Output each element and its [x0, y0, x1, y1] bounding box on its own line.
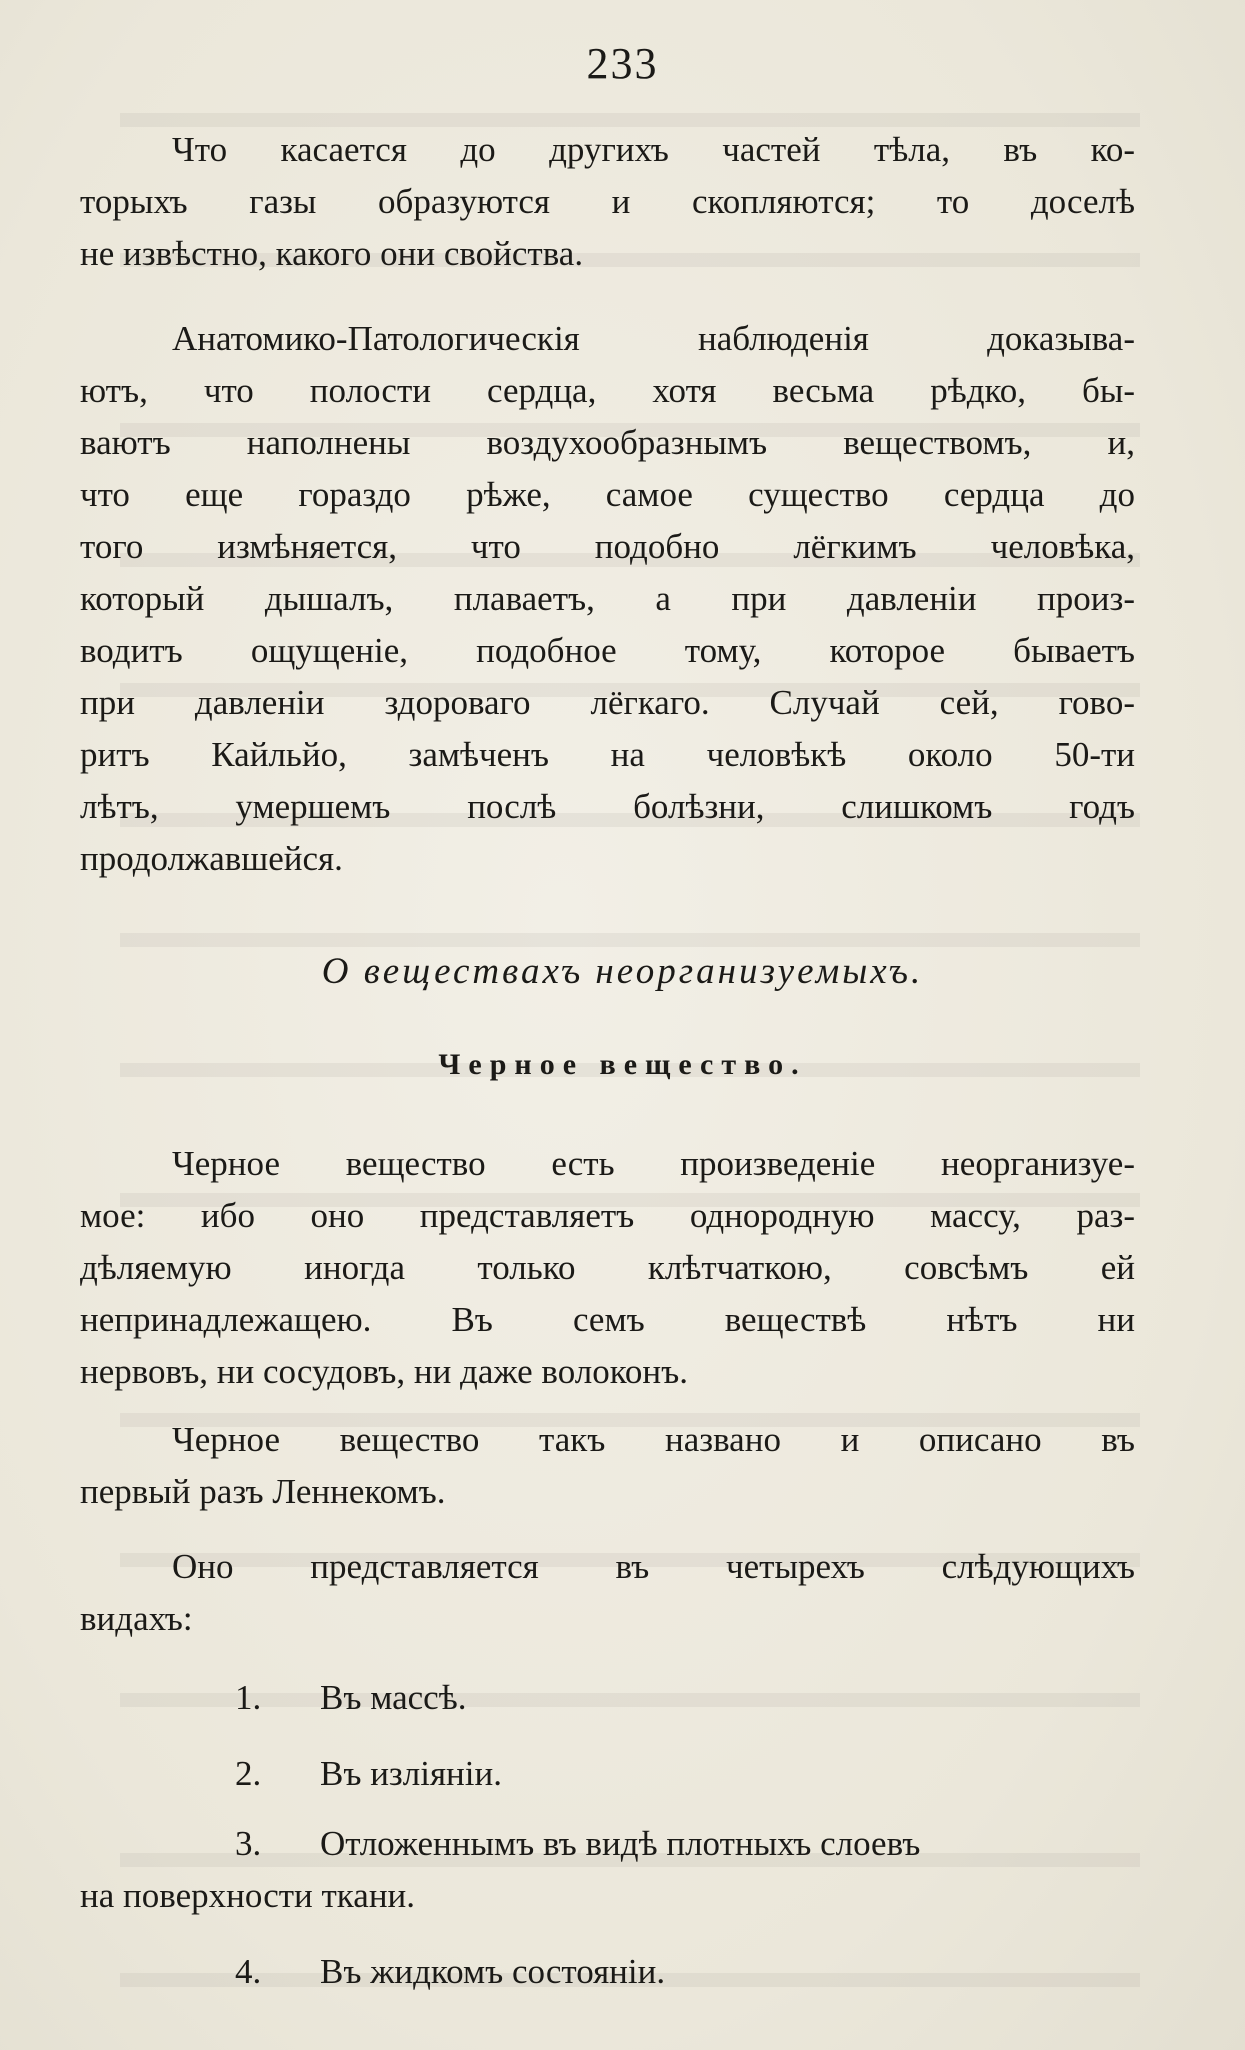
text-line: нервовъ, ни сосудовъ, ни даже волоконъ. — [80, 1352, 689, 1391]
text-line: дѣляемую иногда только клѣтчаткою, совсѣмъ ей — [80, 1248, 1135, 1287]
text-line: что еще гораздо рѣже, самое существо сердца до — [80, 475, 1135, 514]
list-text: Въ массѣ. — [320, 1678, 467, 1717]
text-line: первый разъ Леннекомъ. — [80, 1472, 446, 1511]
list-number: 2. — [235, 1754, 262, 1793]
list-item — [80, 1748, 1135, 1800]
paragraph — [80, 1414, 1135, 1518]
text-line: при давленіи здороваго лёгкаго. Случай сей, гово- — [80, 683, 1135, 722]
text-line: продолжавшейся. — [80, 839, 343, 878]
list-item — [80, 1672, 1135, 1724]
list-number: 3. — [235, 1824, 262, 1863]
text-line: который дышалъ, плаваетъ, а при давленіи произ- — [80, 579, 1135, 618]
text-line: мое: ибо оно представляетъ однородную массу, раз- — [80, 1196, 1135, 1235]
text-line: Оно представляется въ четырехъ слѣдующихъ — [172, 1547, 1135, 1586]
text-line: Черное вещество такъ названо и описано въ — [172, 1420, 1135, 1459]
paragraph — [80, 1138, 1135, 1398]
text-line: непринадлежащею. Въ семъ веществѣ нѣтъ ни — [80, 1300, 1135, 1339]
list-item — [80, 1946, 1135, 1998]
text-line: водитъ ощущеніе, подобное тому, которое бываетъ — [80, 631, 1135, 670]
text-line: ваютъ наполнены воздухообразнымъ веществомъ, и, — [80, 423, 1135, 462]
text-line: видахъ: — [80, 1599, 193, 1638]
section-heading: Черное вещество. — [438, 1048, 807, 1081]
text-line: Черное вещество есть произведеніе неорганизуе- — [172, 1144, 1135, 1183]
text-line: ритъ Кайльйо, замѣченъ на человѣкѣ около 50-ти — [80, 735, 1135, 774]
list-text: Въ жидкомъ состояніи. — [320, 1952, 666, 1991]
paragraph — [80, 1541, 1135, 1645]
list-number: 4. — [235, 1952, 262, 1991]
paragraph — [80, 313, 1135, 885]
list-text: Въ изліяніи. — [320, 1754, 502, 1793]
section-subtitle: О веществахъ неорганизуемыхъ. — [321, 951, 924, 992]
list-item — [80, 1818, 1135, 1922]
list-text-continuation: на поверхности ткани. — [80, 1876, 416, 1915]
list-number: 1. — [235, 1678, 262, 1717]
text-line: Анатомико-Патологическія наблюденія доказыва- — [172, 319, 1135, 358]
list-text: Отложеннымъ въ видѣ плотныхъ слоевъ — [320, 1824, 921, 1863]
text-line: того измѣняется, что подобно лёгкимъ человѣка, — [80, 527, 1135, 566]
text-line: не извѣстно, какого они свойства. — [80, 234, 584, 273]
paragraph — [80, 124, 1135, 280]
text-line: Что касается до другихъ частей тѣла, въ ко- — [172, 130, 1135, 169]
text-line: ютъ, что полости сердца, хотя весьма рѣдко, бы- — [80, 371, 1135, 410]
page-number: 233 — [586, 39, 659, 88]
text-line: лѣтъ, умершемъ послѣ болѣзни, слишкомъ годъ — [80, 787, 1135, 826]
text-line: торыхъ газы образуются и скопляются; то доселѣ — [80, 182, 1135, 221]
